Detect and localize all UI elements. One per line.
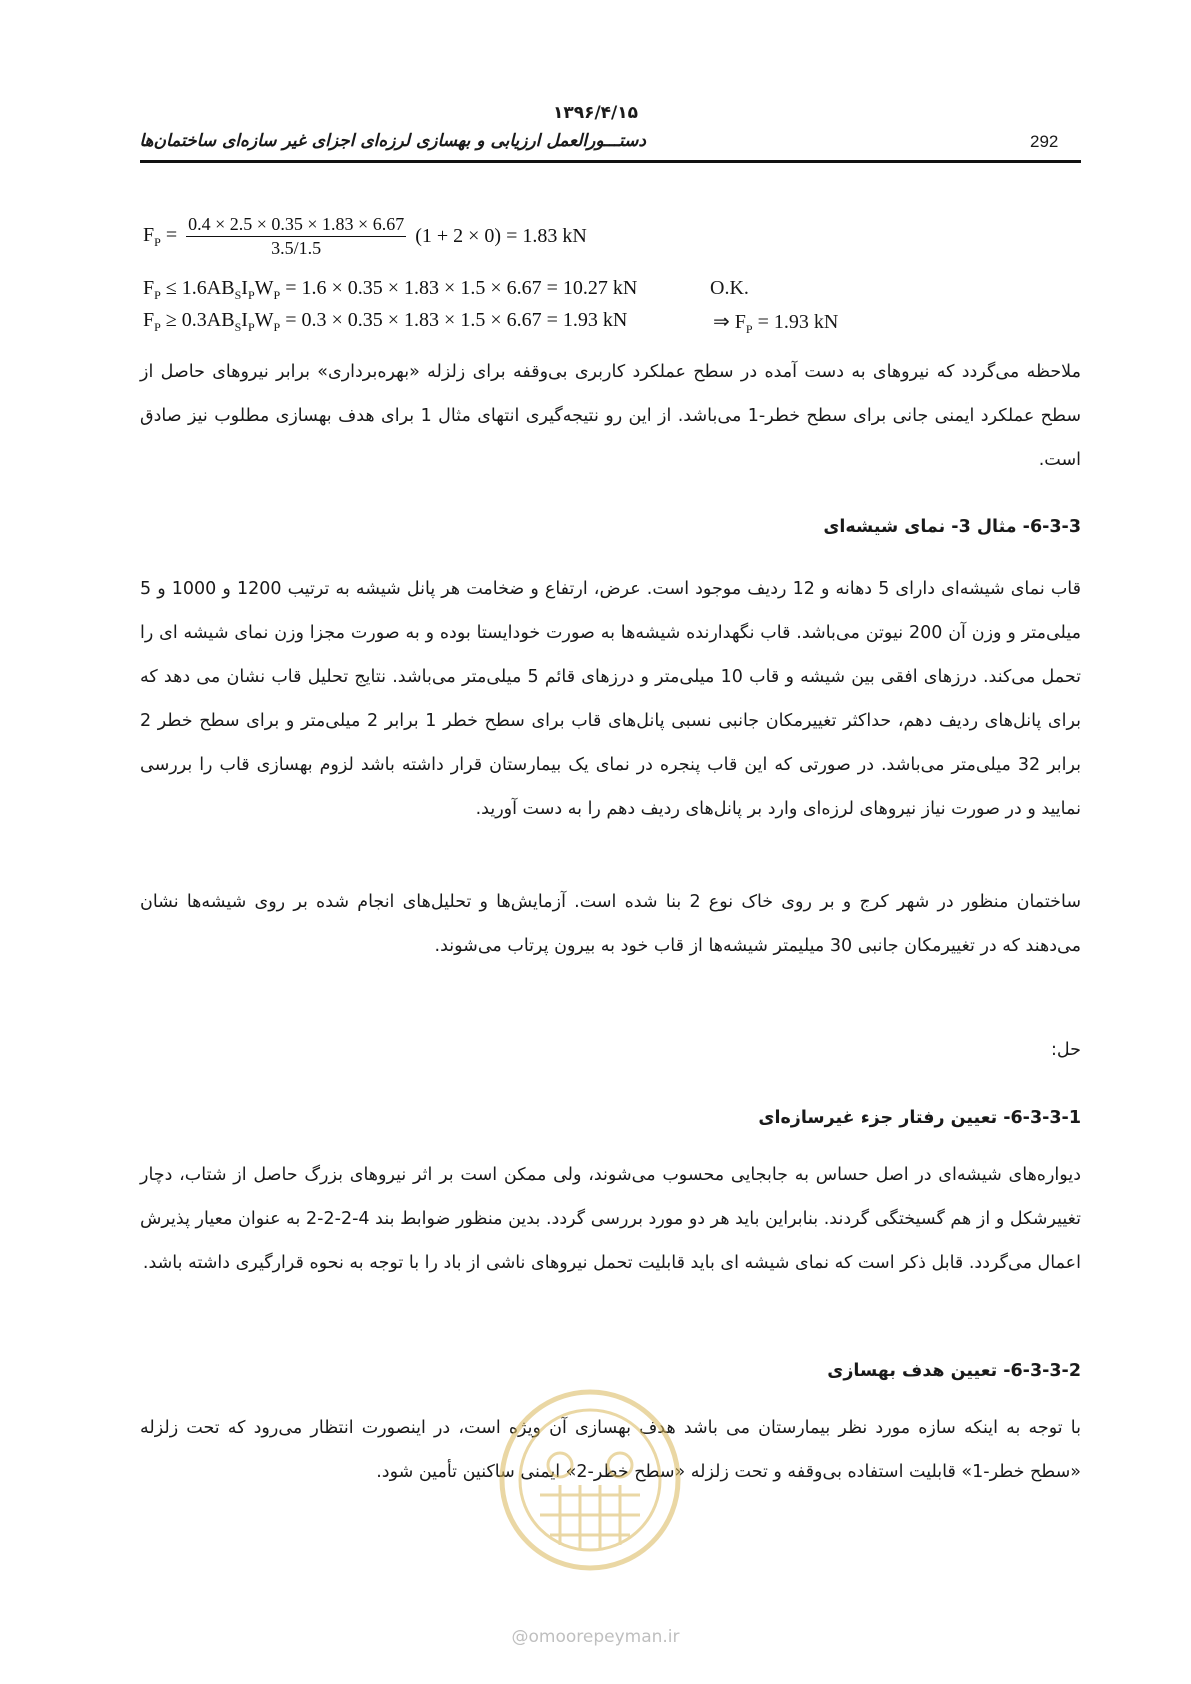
equation-fraction: [186, 214, 406, 259]
equation-rhs: (1 + 2 × 0) = 1.83 kN: [415, 225, 587, 247]
paragraph-problem: قاب نمای شیشه‌ای دارای 5 دهانه و 12 ردیف موجود است. عرض، ارتفاع و ضخامت هر پانل شیشه به ترتیب 1200 و 1000 و 5 میلی‌متر و وزن آن 200 نیوتن می‌باشد. قاب نگهدارنده شیشه‌ها به صورت خودایستا بوده و به صورت مجزا وزن نمای شیشه ای را تحمل می‌کند. درزهای افقی بین شیشه و قاب 10 میلی‌متر و درزهای قائم 5 میلی‌متر می‌باشد. نتایج تحلیل قاب نشان می دهد که برای پانل‌های ردیف دهم، حداکثر تغییرمکان جانبی نسبی پانل‌های قاب برای سطح خطر 1 برابر 2 میلی‌متر و برای سطح خطر 2 برابر 32 میلی‌متر می‌باشد. در صورتی که این قاب پنجره در نمای یک بیمارستان قرار داشته باشد لزوم بهسازی قاب را بررسی نمایید و در صورت نیاز نیروهای لرزه‌ای وارد بر پانل‌های ردیف دهم را به دست آورید.: [140, 579, 1082, 819]
page-number: 292: [1030, 132, 1059, 151]
equation-fp-min: $F_P \ge 0.3AB_SI_PW_P = 0.3 \times 0.35 \times 1.83 \times 1.5 \times 6.67 = 1.93$ kN: [143, 309, 628, 334]
section-heading-behavior: 6-3-3-1- تعیین رفتار جزء غیرسازه‌ای: [758, 1108, 1081, 1128]
header-date: ۱۳۹۶/۴/۱۵: [552, 103, 639, 123]
header-title: دستـــورالعمل ارزیابی و بهسازی لرزه‌ای اجزای غیر سازه‌ای ساختمان‌ها: [139, 131, 646, 151]
header-rule: [140, 160, 1081, 163]
solution-label: حل:: [1051, 1040, 1081, 1060]
paragraph-objective: با توجه به اینکه سازه مورد نظر بیمارستان می باشد هدف بهسازی آن ویژه است، در اینصورت انتظار می‌رود که تحت زلزله «سطح خطر-1» قابلیت استفاده بی‌وقفه و تحت زلزله «سطح خطر-2» ایمنی ساکنین تأمین شود.: [140, 1418, 1081, 1482]
section-heading-objective: 6-3-3-2- تعیین هدف بهسازی: [827, 1361, 1081, 1381]
watermark-seal-icon: [495, 1385, 685, 1575]
ok-label: O.K.: [710, 277, 749, 299]
fraction-denominator: 3.5/1.5: [271, 238, 322, 258]
paragraph-site: ساختمان منظور در شهر کرج و بر روی خاک نوع 2 بنا شده است. آزمایش‌ها و تحلیل‌های انجام شده بر روی شیشه‌ها نشان می‌دهند که در تغییرمکان جانبی 30 میلیمتر شیشه‌ها از قاب خود به بیرون پرتاب می‌شوند.: [140, 892, 1081, 956]
fraction-numerator: 0.4 × 2.5 × 0.35 × 1.83 × 6.67: [186, 214, 406, 237]
equation-result: ⇒ $F_P = 1.93$ kN: [713, 311, 839, 336]
paragraph-behavior: دیواره‌های شیشه‌ای در اصل حساس به جابجایی محسوب می‌شوند، ولی ممکن است بر اثر نیروهای بزرگ حاصل از شتاب، دچار تغییرشکل و از هم گسیختگی گردند. بنابراین باید هر دو مورد بررسی گردد. بدین منظور ضوابط بند 4-2-2-2 به عنوان معیار پذیرش اعمال می‌گردد. قابل ذکر است که نمای شیشه ای باید قابلیت تحمل نیروهای ناشی از باد را با توجه به نحوه قرارگیری داشته باشد.: [140, 1165, 1081, 1273]
equation-fp-max: $F_P \le 1.6AB_SI_PW_P = 1.6 \times 0.35 \times 1.83 \times 1.5 \times 6.67 = 10.27$ kN: [143, 277, 638, 302]
equation-fp: $F_P$ = $\frac{0.4 \times 2.5 \times 0.35 \times 1.83 \times 6.67}{3.5/1.5}$ (1 + 2 × 0) = 1.83 kN: [143, 214, 587, 258]
paragraph-conclusion: ملاحظه می‌گردد که نیروهای به دست آمده در سطح عملکرد کاربری بی‌وقفه برای زلزله «بهره‌برداری» برابر نیروهای حاصل از سطح عملکرد ایمنی جانی برای سطح خطر-1 می‌باشد. از این رو نتیجه‌گیری انتهای مثال 1 برای هدف بهسازی مطلوب نیز صادق است.: [140, 362, 1081, 470]
watermark-url: @omoorepeyman.ir: [511, 1627, 680, 1647]
section-heading-example-3: 6-3-3- مثال 3- نمای شیشه‌ای: [823, 517, 1081, 537]
